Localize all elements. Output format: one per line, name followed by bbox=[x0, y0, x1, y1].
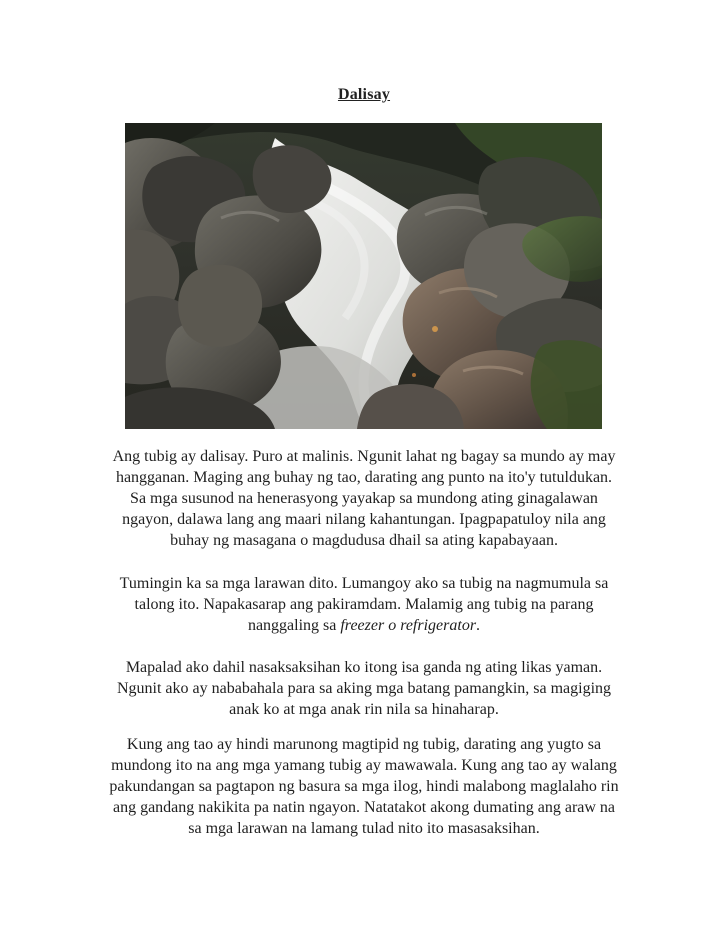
stream-rocks-image bbox=[125, 123, 602, 429]
paragraph-2-text-after: . bbox=[476, 617, 481, 634]
paragraph-1: Ang tubig ay dalisay. Puro at malinis. Ngunit lahat ng bagay sa mundo ay may hangganan. Maging ang buhay ng tao, darating ang punto na ito'y tutuldukan. Sa mga susunod na henerasyong yayakap sa mundong ating ginagalawan ngayon, dalawa lang ang maari nilang kahantungan. Ipagpapatuloy nila ang buhay ng masagana o magdudusa dhail sa ating kapabayaan. bbox=[112, 448, 616, 549]
paragraph-2 bbox=[108, 573, 620, 636]
paragraph-4: Kung ang tao ay hindi marunong magtipid ng tubig, darating ang yugto sa mundong ito na ang mga yamang tubig ay mawawala. Kung ang tao ay walang pakundangan sa pagtapon ng basura sa mga ilog, hindi malabong maglalaho rin ang gandang nakikita pa natin ngayon. Natatakot akong dumating ang araw na sa mga larawan na lamang tulad nito ito masasaksihan. bbox=[109, 736, 619, 837]
paragraph-2-text-before: Tumingin ka sa mga larawan dito. Lumangoy ako sa tubig na nagmumula sa talong ito. Napakasarap ang pakiramdam. Malamig ang tubig na parang nanggaling sa bbox=[119, 575, 609, 634]
paragraph-2-italic-text: freezer o refrigerator bbox=[340, 617, 477, 634]
paragraph-3: Mapalad ako dahil nasaksaksihan ko itong isa ganda ng ating likas yaman. Ngunit ako ay nababahala para sa aking mga batang pamangkin, sa magiging anak ko at mga anak rin nila sa hinaharap. bbox=[116, 659, 612, 718]
page-title: Dalisay bbox=[337, 86, 391, 103]
river-photo bbox=[125, 123, 602, 429]
